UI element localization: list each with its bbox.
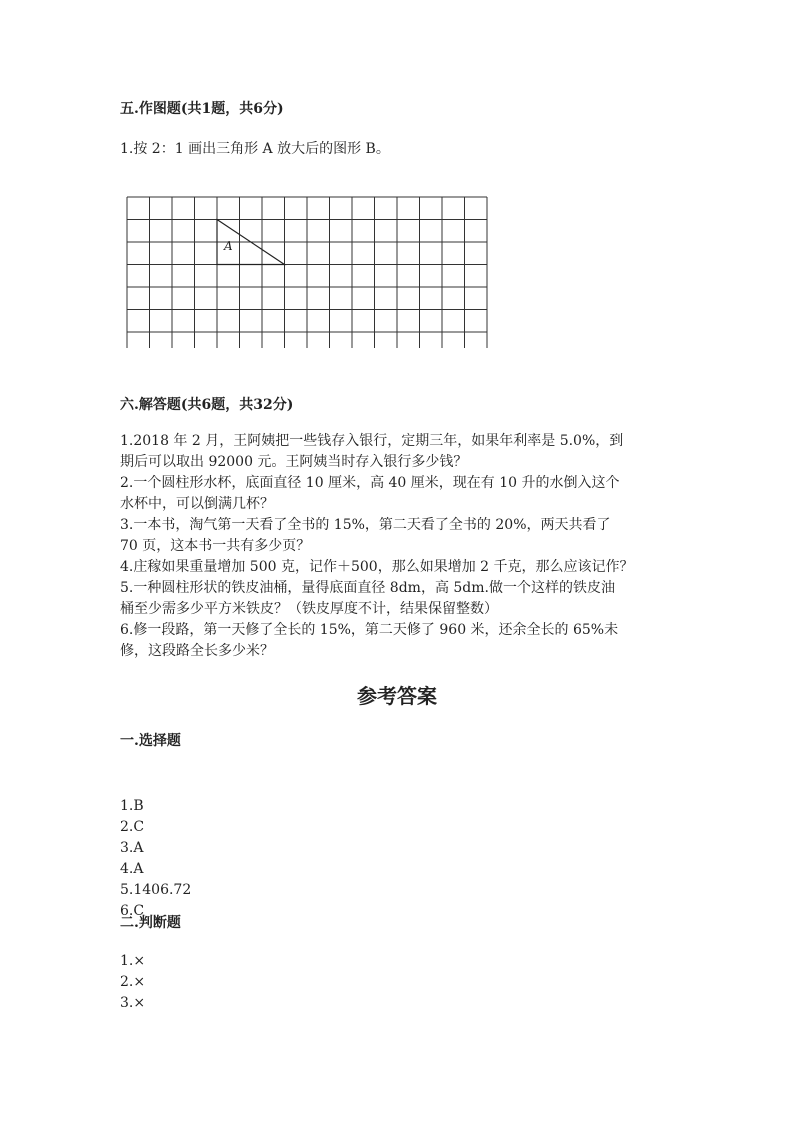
answers-part-1-heading: 一.选择题 [120, 733, 181, 749]
answers-part-1-list [120, 796, 191, 922]
grid-figure [126, 196, 488, 348]
answer-item: 6.C [120, 903, 145, 919]
answer-item: 3.A [120, 840, 144, 856]
answer-item: 2.C [120, 819, 145, 835]
answer-item: 1.× [120, 953, 146, 969]
section-5-question-1: 1.按 2：1 画出三角形 A 放大后的图形 B。 [120, 141, 390, 157]
question-line: 5.一种圆柱形状的铁皮油桶，量得底面直径 8dm，高 5dm.做一个这样的铁皮油 [120, 580, 615, 596]
question-line: 3.一本书，淘气第一天看了全书的 15%，第二天看了全书的 20%，两天共看了 [120, 517, 611, 533]
question-line: 1.2018 年 2 月，王阿姨把一些钱存入银行，定期三年，如果年利率是 5.0%，到 [120, 433, 624, 449]
answers-title: 参考答案 [357, 684, 437, 708]
question-line: 6.修一段路，第一天修了全长的 15%，第二天修了 960 米，还余全长的 65%未 [120, 622, 619, 638]
question-line: 4.庄稼如果重量增加 500 克，记作＋500，那么如果增加 2 千克，那么应该记作？ [120, 559, 634, 575]
answers-part-2-heading: 二.判断题 [120, 915, 181, 931]
question-line: 2.一个圆柱形水杯，底面直径 10 厘米，高 40 厘米，现在有 10 升的水倒入这个 [120, 475, 620, 491]
question-line: 修，这段路全长多少米？ [120, 643, 274, 659]
answer-item: 4.A [120, 861, 144, 877]
grid-lines [127, 197, 487, 348]
section-6-heading: 六.解答题(共6题，共32分) [120, 397, 294, 413]
answer-item: 5.1406.72 [120, 882, 192, 898]
question-line: 期后可以取出 92000 元。王阿姨当时存入银行多少钱？ [120, 454, 468, 470]
answer-item: 3.× [120, 995, 146, 1011]
question-line: 桶至少需多少平方米铁皮？（铁皮厚度不计，结果保留整数） [120, 601, 498, 617]
question-line: 水杯中，可以倒满几杯？ [120, 496, 274, 512]
section-5-heading: 五.作图题(共1题，共6分) [120, 101, 284, 117]
triangle-a-label: A [224, 239, 233, 253]
answer-item: 2.× [120, 974, 146, 990]
section-6-questions [120, 431, 634, 662]
question-line: 70 页，这本书一共有多少页？ [120, 538, 311, 554]
answer-item: 1.B [120, 798, 144, 814]
answers-part-2-list [120, 951, 145, 1014]
